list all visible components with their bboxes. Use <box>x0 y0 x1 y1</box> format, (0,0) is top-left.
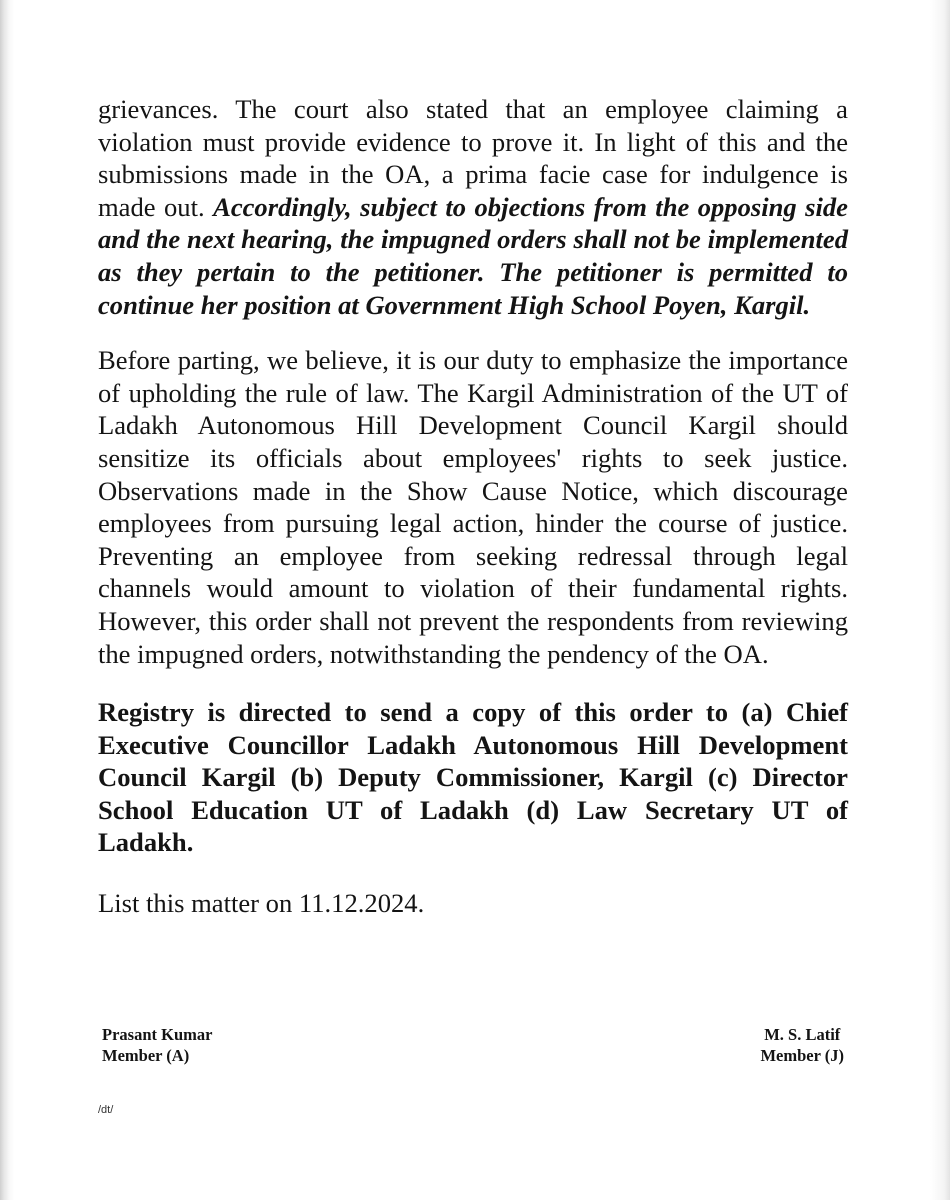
paragraph-registry-direction: Registry is directed to send a copy of this order to (a) Chief Executive Councillor Ladakh Autonomous Hill Development Council Kargil (b) Deputy Commissioner, Kargil (c) Director School Education UT of Ladakh (d) Law Secretary UT of Ladakh. <box>98 697 848 858</box>
order-body <box>98 93 848 920</box>
signatory-designation-right: Member (J) <box>760 1046 844 1065</box>
paragraph-listing-date: List this matter on 11.12.2024. <box>98 888 425 919</box>
interim-direction-emphasis: Accordingly, subject to objections from the opposing side and the next hearing, the impugned orders shall not be implemented as they pertain to the petitioner. The petitioner is permitted to continue her position at Government High School Poyen, Kargil. <box>98 191 848 320</box>
typist-initials: /dt/ <box>98 1104 114 1116</box>
signatory-designation-left: Member (A) <box>102 1046 190 1065</box>
signatory-name-left: Prasant Kumar <box>102 1025 213 1044</box>
signature-right <box>760 1024 844 1066</box>
signature-left <box>102 1024 212 1066</box>
paragraph-interim-relief <box>98 93 848 321</box>
paragraph-rule-of-law: Before parting, we believe, it is our duty to emphasize the importance of upholding the rule of law. The Kargil Administration of the UT of Ladakh Autonomous Hill Development Council Kargil should sensitize its officials about employees' rights to seek justice. Observations made in the Show Cause Notice, which discourage employees from pursuing legal action, hinder the course of justice. Preventing an employee from seeking redressal through legal channels would amount to violation of their fundamental rights. However, this order shall not prevent the respondents from reviewing the impugned orders, notwithstanding the pendency of the OA. <box>98 345 848 669</box>
signatory-name-right: M. S. Latif <box>764 1025 841 1044</box>
paragraph-interim-relief-text: grievances. The court also stated that an employee claiming a violation must provide evidence to prove it. In light of this and the submissions made in the OA, a prima facie case for indulgence is made out. <box>98 94 848 222</box>
